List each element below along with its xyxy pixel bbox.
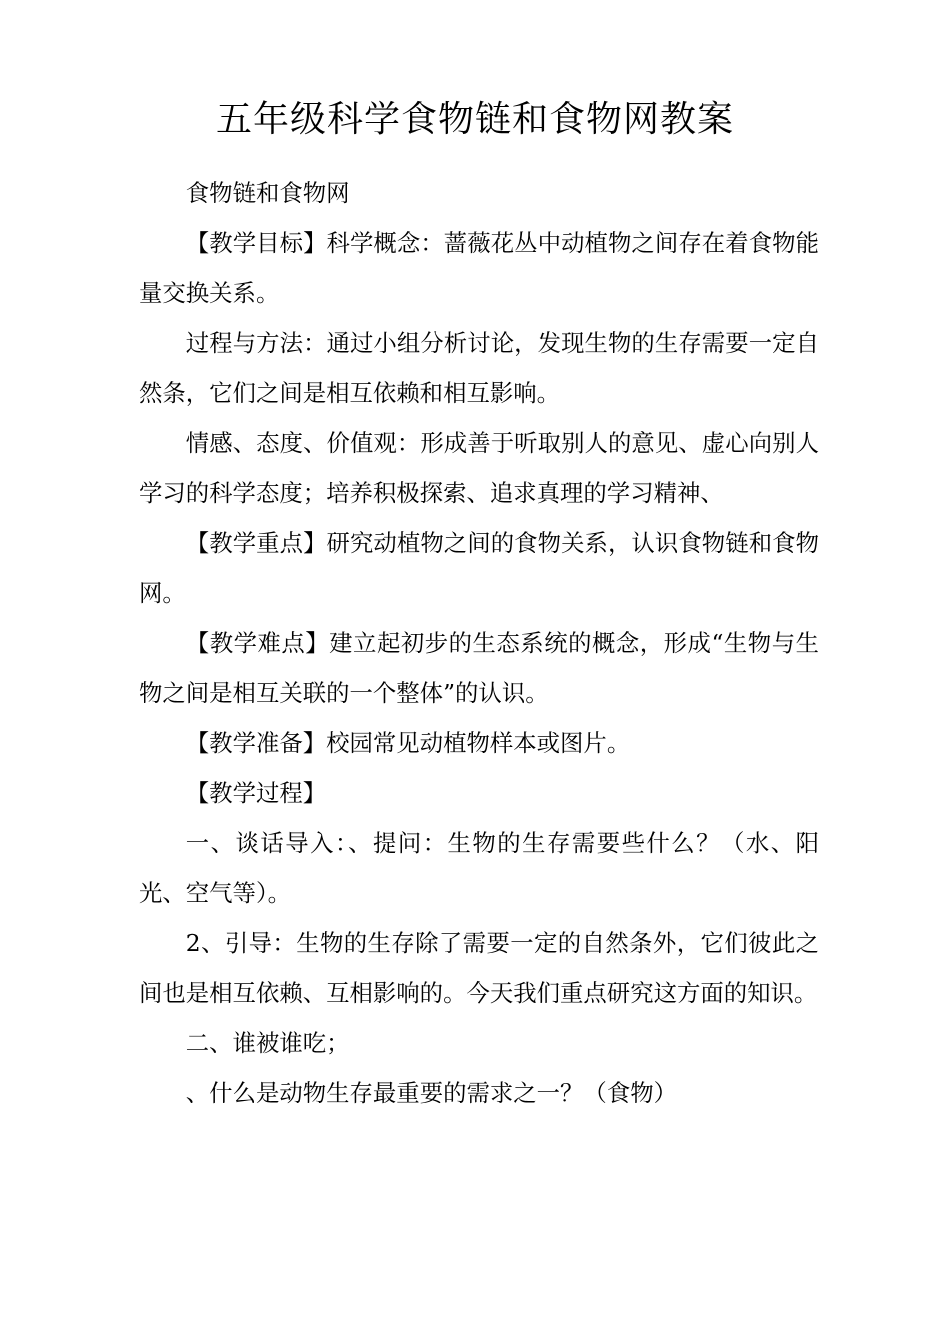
paragraph-question-food: 、什么是动物生存最重要的需求之一？（食物） bbox=[185, 1079, 677, 1107]
paragraph-subtitle: 食物链和食物网 bbox=[185, 179, 350, 207]
paragraph-teaching-difficulty: 【教学难点】建立起初步的生态系统的概念，形成“生物与生物之间是相互关联的一个整体”的认识。 bbox=[139, 629, 819, 707]
paragraph-who-eats-whom: 二、谁被谁吃； bbox=[185, 1029, 350, 1057]
paragraph-emotion-attitude: 情感、态度、价值观：形成善于听取别人的意见、虚心向别人学习的科学态度；培养积极探索、追求真理的学习精神、 bbox=[139, 429, 819, 507]
paragraph-guide: 2、引导：生物的生存除了需要一定的自然条外，它们彼此之间也是相互依赖、互相影响的。今天我们重点研究这方面的知识。 bbox=[139, 929, 819, 1007]
paragraph-teaching-focus: 【教学重点】研究动植物之间的食物关系，认识食物链和食物网。 bbox=[139, 529, 819, 607]
paragraph-process-method: 过程与方法：通过小组分析讨论，发现生物的生存需要一定自然条，它们之间是相互依赖和相互影响。 bbox=[139, 329, 819, 407]
document-body bbox=[139, 168, 819, 1118]
paragraph-teaching-objective: 【教学目标】科学概念：蔷薇花丛中动植物之间存在着食物能量交换关系。 bbox=[139, 229, 819, 307]
document-title: 五年级科学食物链和食物网教案 bbox=[215, 99, 734, 140]
paragraph-teaching-process: 【教学过程】 bbox=[185, 779, 327, 807]
paragraph-intro: 一、谈话导入：、提问：生物的生存需要些什么？（水、阳光、空气等）。 bbox=[139, 829, 819, 907]
paragraph-teaching-preparation: 【教学准备】校园常见动植物样本或图片。 bbox=[185, 729, 631, 757]
